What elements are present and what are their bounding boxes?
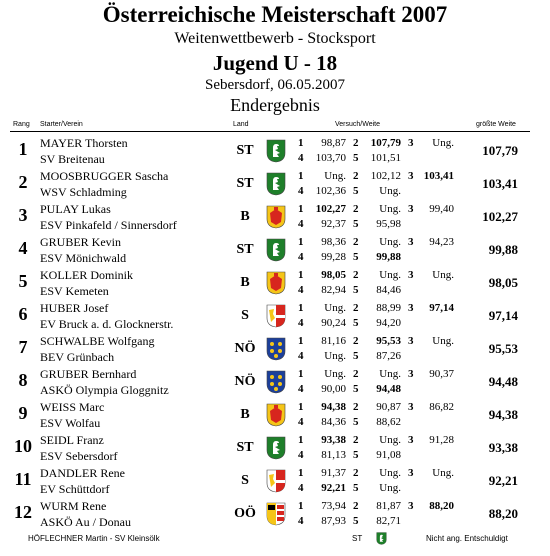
attempt-number: 5 [353, 383, 359, 395]
table-row [0, 464, 550, 497]
attempt-distance: 88,62 [376, 416, 401, 428]
attempt-number: 4 [298, 515, 304, 527]
athlete-club: ESV Wolfau [40, 416, 101, 430]
attempt-distance: 93,38 [321, 434, 346, 446]
attempt-number: 4 [298, 218, 304, 230]
attempt-distance: 91,08 [376, 449, 401, 461]
attempt-distance: Ung. [324, 368, 346, 380]
attempt-number: 1 [298, 467, 304, 479]
header-divider [10, 131, 530, 132]
attempt-distance: 87,26 [376, 350, 401, 362]
attempt-number: 2 [353, 467, 359, 479]
rank: 10 [14, 436, 32, 456]
land-code: S [241, 473, 249, 488]
attempt-number: 5 [353, 482, 359, 494]
attempt-number: 3 [408, 368, 414, 380]
athlete-club: ASKÖ Olympia Gloggnitz [40, 383, 169, 397]
athlete-name: DANDLER Rene [40, 466, 125, 480]
burgenland-coat-of-arms-icon [266, 403, 286, 427]
attempt-distance: 84,36 [321, 416, 346, 428]
table-row [0, 332, 550, 365]
athlete-club: ASKÖ Au / Donau [40, 515, 132, 529]
attempt-distance: 102,27 [315, 203, 346, 215]
attempt-distance: 98,87 [321, 137, 346, 149]
attempt-number: 2 [353, 302, 359, 314]
rank: 4 [18, 238, 28, 258]
steiermark-coat-of-arms-icon [266, 436, 286, 460]
athlete-name: MOOSBRUGGER Sascha [40, 169, 169, 183]
attempt-distance: 92,37 [321, 218, 346, 230]
attempt-distance: Ung. [324, 302, 346, 314]
attempt-distance: 94,48 [376, 383, 401, 395]
attempt-number: 3 [408, 170, 414, 182]
attempt-distance: 81,13 [321, 449, 346, 461]
attempt-number: 4 [298, 449, 304, 461]
rank: 11 [14, 469, 32, 489]
niederoesterreich-coat-of-arms-icon [266, 370, 286, 394]
athlete-name: HUBER Josef [40, 301, 109, 315]
attempt-distance: 94,23 [429, 236, 454, 248]
best-distance: 93,38 [488, 440, 518, 455]
land-code: B [240, 407, 250, 422]
burgenland-coat-of-arms-icon [266, 205, 286, 229]
attempt-number: 3 [408, 335, 414, 347]
best-distance: 98,05 [488, 275, 518, 290]
best-distance: 97,14 [488, 308, 518, 323]
attempt-number: 3 [408, 269, 414, 281]
attempt-distance: Ung. [432, 269, 454, 281]
attempt-distance: 94,38 [321, 401, 346, 413]
rank: 5 [18, 271, 28, 291]
attempt-number: 1 [298, 335, 304, 347]
oberoesterreich-coat-of-arms-icon [266, 502, 286, 526]
attempt-distance: 97,14 [429, 302, 454, 314]
land-code: B [240, 209, 250, 224]
competition-subtitle: Weitenwettbewerb - Stocksport [174, 30, 376, 47]
best-distance: 94,48 [488, 374, 518, 389]
table-row [0, 497, 550, 530]
athlete-name: GRUBER Bernhard [40, 367, 137, 381]
place-date: Sebersdorf, 06.05.2007 [205, 77, 345, 93]
attempt-number: 5 [353, 416, 359, 428]
attempt-number: 3 [408, 467, 414, 479]
attempt-distance: 99,28 [321, 251, 346, 263]
attempt-number: 2 [353, 335, 359, 347]
athlete-name: PULAY Lukas [40, 202, 111, 216]
attempt-number: 3 [408, 434, 414, 446]
attempt-distance: 81,87 [376, 500, 401, 512]
attempt-distance: 95,53 [376, 335, 401, 347]
attempt-number: 5 [353, 515, 359, 527]
rank: 9 [18, 403, 28, 423]
attempt-number: 1 [298, 434, 304, 446]
attempt-distance: Ung. [379, 482, 401, 494]
attempt-distance: 88,99 [376, 302, 401, 314]
attempt-number: 2 [353, 434, 359, 446]
attempt-number: 1 [298, 401, 304, 413]
attempt-distance: 90,37 [429, 368, 454, 380]
col-starter: Starter/Verein [40, 121, 83, 128]
attempt-distance: 99,40 [429, 203, 454, 215]
rank: 12 [14, 502, 32, 522]
attempt-number: 4 [298, 152, 304, 164]
table-row [0, 167, 550, 200]
attempt-distance: 103,41 [423, 170, 454, 182]
attempt-number: 4 [298, 251, 304, 263]
attempt-distance: 92,21 [321, 482, 346, 494]
best-distance: 95,53 [488, 341, 518, 356]
best-distance: 88,20 [488, 506, 518, 521]
attempt-distance: Ung. [324, 350, 346, 362]
attempt-number: 1 [298, 170, 304, 182]
land-code: ST [236, 176, 254, 191]
attempt-number: 5 [353, 284, 359, 296]
table-row [0, 431, 550, 464]
land-code: ST [236, 440, 254, 455]
attempt-distance: 88,20 [429, 500, 454, 512]
attempt-number: 5 [353, 251, 359, 263]
best-distance: 92,21 [488, 473, 518, 488]
attempt-distance: 107,79 [370, 137, 401, 149]
athlete-club: WSV Schladming [40, 185, 127, 199]
steiermark-coat-of-arms-icon [266, 238, 286, 262]
rank: 2 [18, 172, 28, 192]
rank: 6 [18, 304, 28, 324]
attempt-number: 5 [353, 350, 359, 362]
footer-coat-of-arms-icon [376, 532, 387, 545]
attempt-distance: 103,70 [315, 152, 346, 164]
best-distance: 99,88 [488, 242, 518, 257]
attempt-distance: 82,94 [321, 284, 346, 296]
attempt-distance: 91,37 [321, 467, 346, 479]
land-code: B [240, 275, 250, 290]
attempt-distance: 87,93 [321, 515, 346, 527]
attempt-number: 1 [298, 269, 304, 281]
attempt-distance: 84,46 [376, 284, 401, 296]
attempt-distance: 101,51 [370, 152, 401, 164]
attempt-number: 1 [298, 500, 304, 512]
athlete-club: ESV Pinkafeld / Sinnersdorf [40, 218, 177, 232]
attempt-number: 4 [298, 482, 304, 494]
category-title: Jugend U - 18 [212, 51, 338, 75]
attempt-number: 1 [298, 137, 304, 149]
attempt-distance: 82,71 [376, 515, 401, 527]
attempt-number: 4 [298, 284, 304, 296]
attempt-distance: 98,36 [321, 236, 346, 248]
attempt-distance: 91,28 [429, 434, 454, 446]
salzburg-coat-of-arms-icon [266, 469, 286, 493]
best-distance: 102,27 [482, 209, 518, 224]
attempt-number: 4 [298, 185, 304, 197]
attempt-number: 3 [408, 236, 414, 248]
athlete-club: SV Breitenau [40, 152, 105, 166]
table-row [0, 233, 550, 266]
col-best: größte Weite [476, 121, 516, 128]
attempt-distance: Ung. [432, 335, 454, 347]
rank: 1 [18, 139, 28, 159]
attempt-number: 5 [353, 218, 359, 230]
attempt-number: 3 [408, 137, 414, 149]
table-row [0, 134, 550, 167]
footer-note: Nicht ang. Entschuldigt [426, 534, 508, 543]
steiermark-coat-of-arms-icon [266, 139, 286, 163]
attempt-number: 2 [353, 170, 359, 182]
col-rang: Rang [13, 121, 30, 128]
burgenland-coat-of-arms-icon [266, 271, 286, 295]
athlete-club: EV Bruck a. d. Glocknerstr. [40, 317, 174, 331]
attempt-distance: Ung. [432, 467, 454, 479]
table-row [0, 299, 550, 332]
attempt-number: 2 [353, 236, 359, 248]
attempt-number: 2 [353, 269, 359, 281]
attempt-distance: Ung. [379, 368, 401, 380]
attempt-number: 5 [353, 185, 359, 197]
rank: 7 [18, 337, 28, 357]
col-versuch: Versuch/Weite [335, 121, 381, 128]
attempt-distance: Ung. [324, 170, 346, 182]
attempt-distance: 73,94 [321, 500, 346, 512]
attempt-number: 4 [298, 416, 304, 428]
attempt-number: 1 [298, 236, 304, 248]
attempt-distance: Ung. [379, 467, 401, 479]
attempt-number: 1 [298, 302, 304, 314]
attempt-number: 4 [298, 317, 304, 329]
best-distance: 107,79 [482, 143, 518, 158]
attempt-distance: 90,87 [376, 401, 401, 413]
steiermark-coat-of-arms-icon [266, 172, 286, 196]
attempt-number: 3 [408, 401, 414, 413]
athlete-club: ESV Sebersdorf [40, 449, 118, 463]
attempt-number: 3 [408, 500, 414, 512]
attempt-distance: Ung. [432, 137, 454, 149]
attempt-number: 3 [408, 203, 414, 215]
attempt-number: 4 [298, 383, 304, 395]
attempt-distance: 94,20 [376, 317, 401, 329]
land-code: NÖ [234, 341, 256, 356]
athlete-club: ESV Kemeten [40, 284, 109, 298]
attempt-number: 2 [353, 401, 359, 413]
attempt-distance: 90,24 [321, 317, 346, 329]
best-distance: 94,38 [488, 407, 518, 422]
niederoesterreich-coat-of-arms-icon [266, 337, 286, 361]
land-code: S [241, 308, 249, 323]
best-distance: 103,41 [482, 176, 518, 191]
attempt-number: 5 [353, 449, 359, 461]
table-row [0, 398, 550, 431]
attempt-number: 2 [353, 500, 359, 512]
attempt-distance: Ung. [379, 269, 401, 281]
athlete-name: GRUBER Kevin [40, 235, 121, 249]
land-code: ST [236, 143, 254, 158]
col-land: Land [233, 121, 249, 128]
attempt-distance: 81,16 [321, 335, 346, 347]
attempt-number: 1 [298, 368, 304, 380]
athlete-name: KOLLER Dominik [40, 268, 133, 282]
attempt-number: 2 [353, 203, 359, 215]
attempt-number: 2 [353, 368, 359, 380]
attempt-distance: 95,98 [376, 218, 401, 230]
rank: 3 [18, 205, 28, 225]
athlete-name: MAYER Thorsten [40, 136, 128, 150]
table-row [0, 365, 550, 398]
attempt-number: 5 [353, 317, 359, 329]
attempt-number: 2 [353, 137, 359, 149]
table-row [0, 266, 550, 299]
attempt-number: 1 [298, 203, 304, 215]
rank: 8 [18, 370, 28, 390]
attempt-distance: Ung. [379, 203, 401, 215]
attempt-number: 4 [298, 350, 304, 362]
attempt-distance: 102,12 [370, 170, 401, 182]
athlete-name: WURM Rene [40, 499, 107, 513]
attempt-number: 5 [353, 152, 359, 164]
attempt-distance: 86,82 [429, 401, 454, 413]
land-code: ST [236, 242, 254, 257]
land-code: OÖ [234, 506, 256, 521]
footer-athlete: HÖFLECHNER Martin - SV Kleinsölk [28, 534, 160, 543]
athlete-name: SCHWALBE Wolfgang [40, 334, 155, 348]
athlete-club: ESV Mönichwald [40, 251, 127, 265]
footer-land: ST [352, 534, 363, 543]
attempt-distance: Ung. [379, 434, 401, 446]
salzburg-coat-of-arms-icon [266, 304, 286, 328]
athlete-club: EV Schüttdorf [40, 482, 110, 496]
attempt-distance: Ung. [379, 185, 401, 197]
attempt-distance: 98,05 [321, 269, 346, 281]
result-title: Endergebnis [230, 95, 320, 115]
athlete-name: SEIDL Franz [40, 433, 104, 447]
attempt-distance: 90,00 [321, 383, 346, 395]
athlete-club: BEV Grünbach [40, 350, 115, 364]
athlete-name: WEISS Marc [40, 400, 105, 414]
attempt-distance: 99,88 [376, 251, 401, 263]
attempt-distance: Ung. [379, 236, 401, 248]
page-title: Österreichische Meisterschaft 2007 [102, 2, 448, 27]
land-code: NÖ [234, 374, 256, 389]
table-row [0, 200, 550, 233]
attempt-distance: 102,36 [315, 185, 346, 197]
attempt-number: 3 [408, 302, 414, 314]
